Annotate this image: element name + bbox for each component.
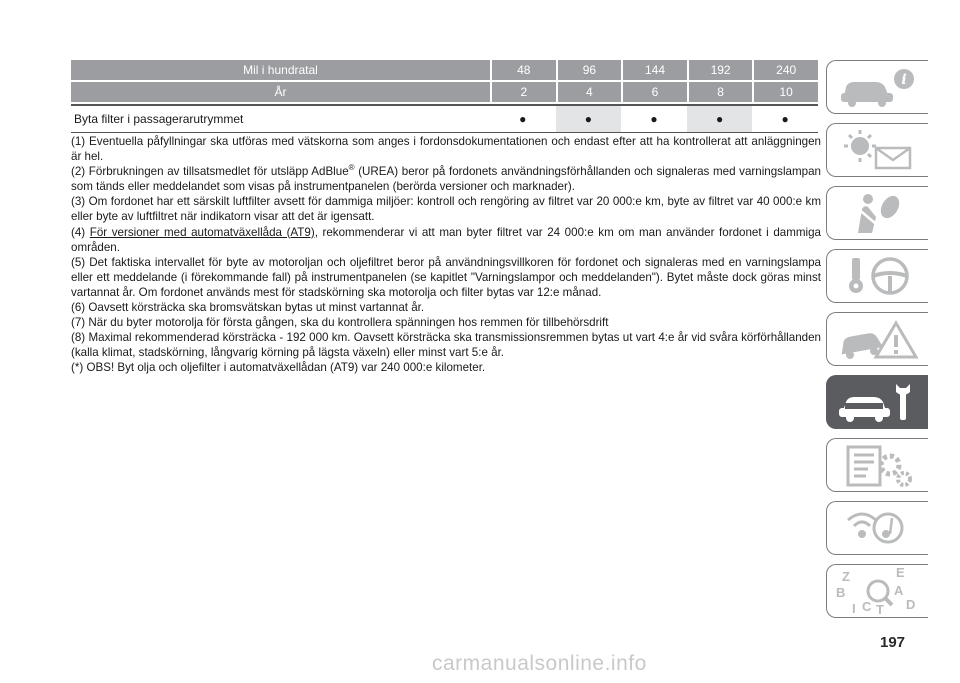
registered-mark: ®	[348, 163, 355, 173]
index-letter: T	[875, 602, 884, 615]
svg-text:i: i	[900, 72, 907, 88]
technical-data-icon	[832, 441, 924, 489]
car-wrench-icon	[832, 378, 924, 426]
years-header-row	[71, 80, 818, 102]
years-value: 2	[490, 82, 556, 102]
tab-starting-driving[interactable]	[826, 249, 928, 303]
dot-mark: ●	[650, 112, 658, 126]
mileage-value: 192	[687, 60, 753, 80]
tab-warning-lights[interactable]	[826, 123, 928, 177]
note-1: (1) Eventuella påfyllningar ska utföras med vätskorna som anges i fordonsdokumentationen och endast efter att ha kontrollerat att anläggningen är hel.	[71, 135, 821, 164]
note-8: (8) Maximal rekommenderad körsträcka - 192 000 km. Oavsett körsträcka ska transmissionsremmen bytas ut vart 4:e år vid svåra körförhållanden (kalla klimat, stadskörning, långvarig körning på lägsta växeln) eller minst vart 5:e år.	[71, 331, 821, 360]
years-value: 6	[621, 82, 687, 102]
index-letter: B	[835, 585, 845, 600]
row-cell	[556, 106, 622, 132]
note-3: (3) Om fordonet har ett särskilt luftfilter avsett för dammiga miljöer: kontroll och rengöring av filtret var 20 000:e km, byte av filtret var 40 000:e km eller byte av luftfiltret när indikatorn visar att det är igensatt.	[71, 195, 821, 224]
index-letter: Z	[841, 569, 850, 584]
note-6: (6) Oavsett körsträcka ska bromsvätskan bytas ut minst vartannat år.	[71, 301, 425, 315]
multimedia-icon	[832, 504, 924, 552]
row-cell	[687, 106, 753, 132]
mileage-value: 144	[621, 60, 687, 80]
row-label: Byta filter i passagerarutrymmet	[74, 112, 244, 126]
index-letter: D	[905, 597, 915, 612]
years-value: 10	[752, 82, 818, 102]
note-2-text: (2) Förbrukningen av tillsatsmedlet för utsläpp AdBlue	[71, 165, 349, 179]
note-star: (*) OBS! Byt olja och oljefilter i automatväxellådan (AT9) var 240 000:e kilometer.	[71, 361, 486, 375]
note-4-link[interactable]: För versioner med automatväxellåda (AT9),	[89, 225, 318, 239]
table-row	[71, 104, 818, 133]
note-4-prefix: (4)	[71, 225, 90, 239]
tab-index[interactable]	[826, 564, 928, 618]
page-number: 197	[880, 634, 906, 651]
index-letter: I	[851, 601, 856, 615]
footnotes	[71, 134, 821, 376]
years-value: 4	[556, 82, 622, 102]
dot-mark: ●	[519, 112, 527, 126]
tab-technical-data[interactable]	[826, 438, 928, 492]
dot-mark: ●	[584, 112, 593, 126]
car-info-icon	[832, 63, 924, 111]
mileage-value: 240	[752, 60, 818, 80]
row-cell	[490, 106, 556, 132]
note-4	[71, 225, 821, 255]
tab-safety[interactable]	[826, 186, 928, 240]
chapter-sidebar	[826, 60, 928, 627]
years-header-label: År	[274, 85, 287, 99]
tab-maintenance[interactable]	[826, 375, 928, 429]
index-letter: C	[861, 599, 871, 614]
row-cell	[752, 106, 818, 132]
mileage-value: 48	[490, 60, 556, 80]
note-2	[71, 164, 821, 194]
row-cell	[621, 106, 687, 132]
dot-mark: ●	[781, 112, 789, 126]
tab-car-info[interactable]	[826, 60, 928, 114]
index-letter: E	[895, 567, 905, 580]
car-breakdown-warning-icon	[832, 315, 924, 363]
years-value: 8	[687, 82, 753, 102]
note-5: (5) Det faktiska intervallet för byte av motoroljan och oljefiltret beror på användningsvillkoren för fordonet och signaleras med en varningslampa eller ett meddelande (i förekommande fall) på instrumentpanelen (se kapitlet "Varningslampor och meddelanden"). Bytet måste dock göras minst vartannat år. Om fordonet används mest för stadskörning ska motorolja och filter bytas var 12:e månad.	[71, 255, 821, 299]
note-4-text: rekommenderar vi att man byter filtret var 24 000:e km om man använder fordonet i dammiga områden.	[71, 225, 822, 254]
note-2-text-cont: (UREA) beror på fordonets användningsförhållanden och signaleras med varningslampan som tänds eller meddelandet som visas på instrumentpanelen (berörda versioner och marknader).	[71, 165, 822, 194]
mileage-value: 96	[556, 60, 622, 80]
maintenance-table	[71, 60, 818, 133]
key-steering-wheel-icon	[832, 252, 924, 300]
warning-light-message-icon	[832, 126, 924, 174]
note-7: (7) När du byter motorolja för första gången, ska du kontrollera spänningen hos remmen för tillbehörsdrift	[71, 316, 609, 330]
index-letter: A	[893, 583, 903, 598]
mileage-header-row	[71, 60, 818, 80]
dot-mark: ●	[715, 112, 724, 126]
tab-emergency[interactable]	[826, 312, 928, 366]
alphabetical-index-icon	[832, 567, 924, 615]
seat-airbag-icon	[832, 189, 924, 237]
watermark: carmanualsonline.info	[432, 652, 647, 675]
mileage-header-label: Mil i hundratal	[243, 63, 318, 77]
tab-multimedia[interactable]	[826, 501, 928, 555]
